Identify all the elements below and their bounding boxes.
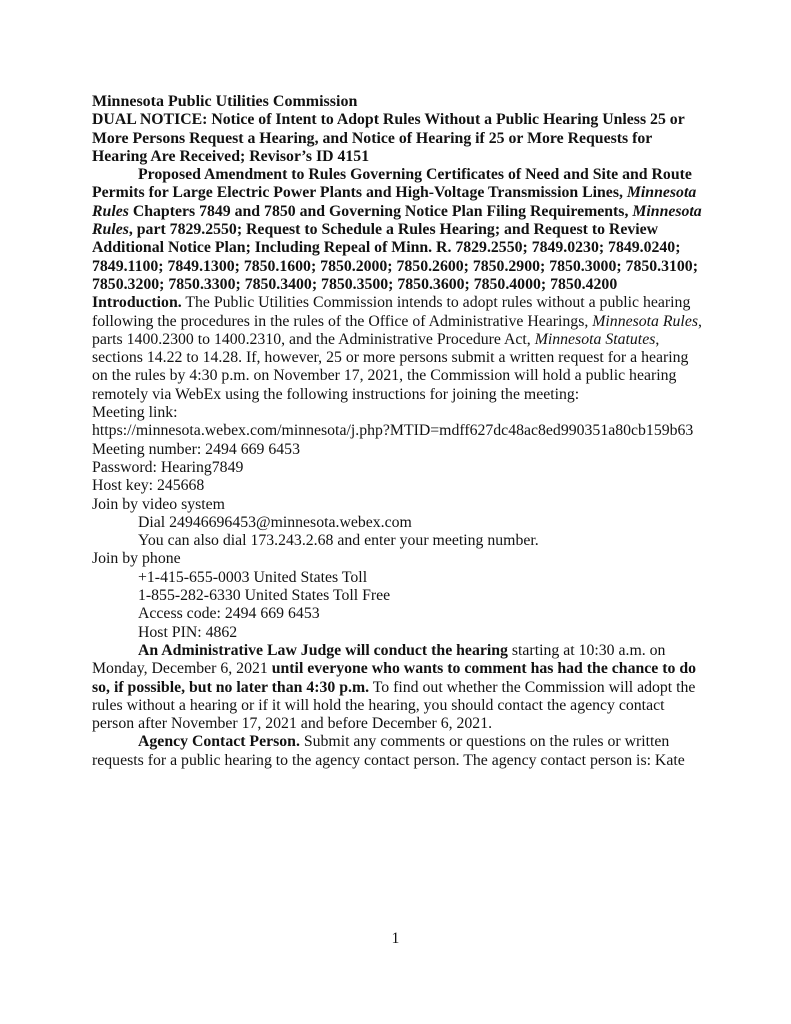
text-run: , parts 1400.2300 to 1400.2310, and the Administrative Procedure Act, [92,312,702,348]
alj-hearing-paragraph [92,642,705,733]
text-run: , sections 14.22 to 14.28. If, however, 25 or more persons submit a written request for a hearing on the rules by 4:30 p.m. on November 17, 2021, the Commission will hold a public hearing remotely via WebEx using the following instructions for joining the meeting: [92,330,689,403]
text-run: The Public Utilities Commission intends to adopt rules without a public hearing following the procedures in the rules of the Office of Administrative Hearings, [92,294,691,330]
text-run: To find out whether the Commission will adopt the rules without a hearing or if it will hold the hearing, you should contact the agency contact person after November 17, 2021 and before December 6, 2021. [92,678,696,733]
page-number: 1 [391,930,400,947]
document-title: Minnesota Public Utilities Commission [92,93,358,110]
text-run: Proposed Amendment to Rules Governing Certificates of Need and Site and Route Permits for Large Electric Power Plants and High-Voltage Transmission Lines, [92,166,692,202]
dial-address: Dial 24946696453@minnesota.webex.com [138,513,412,531]
dual-notice-heading [92,111,705,166]
text-run: Minnesota Rules [592,312,698,330]
text-run: Minnesota Rules [92,184,697,220]
meeting-link-label: Meeting link: [92,404,178,422]
host-key: Host key: 245668 [92,477,205,495]
host-pin: Host PIN: 4862 [138,623,238,641]
meeting-info-block [92,404,705,495]
join-phone-heading: Join by phone [92,550,181,568]
text-run: Submit any comments or questions on the rules or written requests for a public hearing to the agency contact person. The agency contact person is: Kate [92,733,685,769]
join-video-heading: Join by video system [92,495,225,513]
meeting-url: https://minnesota.webex.com/minnesota/j.php?MTID=mdff627dc48ac8ed990351a80cb159b63 [92,422,694,440]
introduction-paragraph [92,294,705,404]
text-run: Minnesota Rules [92,202,702,239]
meeting-password: Password: Hearing7849 [92,458,244,476]
phone-toll: +1-415-655-0003 United States Toll [138,568,368,586]
text-run: Agency Contact Person. [138,733,300,751]
proposed-amendment-heading [92,166,705,294]
phone-toll-free: 1-855-282-6330 United States Toll Free [138,587,391,605]
document-content [92,93,705,770]
page-footer [0,930,791,948]
document-paragraphs [92,111,705,770]
access-code: Access code: 2494 669 6453 [138,605,320,623]
text-run: Minnesota Statutes [534,330,656,348]
text-run: until everyone who wants to comment has had the chance to do so, if possible, but no later than 4:30 p.m. [92,660,697,696]
text-run: An Administrative Law Judge will conduct the hearing [138,641,508,659]
text-run: , part 7829.2550; Request to Schedule a Rules Hearing; and Request to Review Additional Notice Plan; Including Repeal of Minn. R. 7829.2550; 7849.0230; 7849.0240; 7849.1100; 7849.1300; 7850.1600; 7850.2000; 7850.2600; 7850.2900; 7850.3000; 7850.3100; 7850.3200; 7850.3300; 7850.3400; 7850.3500; 7850.3600; 7850.4000; 7850.4200 [92,221,698,293]
agency-contact-paragraph [92,733,705,770]
text-run: Chapters 7849 and 7850 and Governing Notice Plan Filing Requirements, [128,202,633,220]
alt-dial-instruction: You can also dial 173.243.2.68 and enter your meeting number. [138,532,539,550]
text-run: DUAL NOTICE: Notice of Intent to Adopt Rules Without a Public Hearing Unless 25 or More Persons Request a Hearing, and Notice of Hearing if 25 or More Requests for Hearing Are Received; Revisor’s ID 4151 [92,111,685,165]
join-instructions-block [92,496,705,642]
text-run: starting at 10:30 a.m. on Monday, December 6, 2021 [92,641,666,678]
meeting-number: Meeting number: 2494 669 6453 [92,440,300,458]
text-run: Introduction. [92,294,182,312]
